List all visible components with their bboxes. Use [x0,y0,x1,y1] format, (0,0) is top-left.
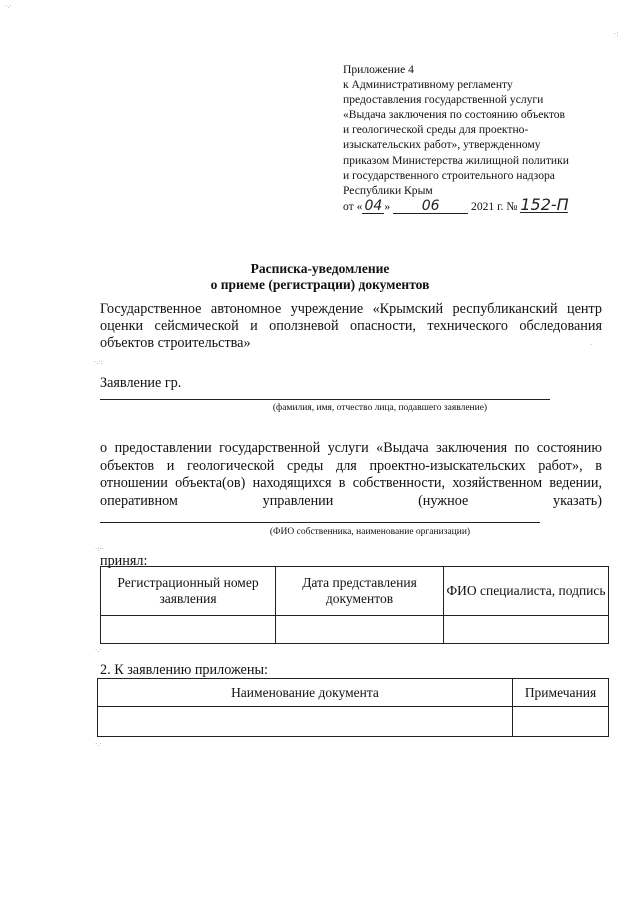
scan-speck: ·:·· [95,545,105,553]
header-specialist: ФИО специалиста, подпись [444,567,609,616]
document-subtitle: о приеме (регистрации) документов [210,277,430,292]
owner-line [100,522,540,523]
scan-speck: ·.· [95,646,102,654]
attachments-table [97,678,609,737]
applicant-caption: (фамилия, имя, отчество лица, подавшего заявление) [272,403,488,413]
appendix-line: приказом Министерства жилищной политики [343,153,569,167]
order-number-handwritten: 152-П [520,194,569,214]
organization-name: Государственное автономное учреждение «Крымский республиканский центр оценки сейсмической и оползневой опасности, технического обследования объектов строительства» [100,301,602,352]
scan-speck: · [590,341,593,349]
appendix-line: и государственного строительного надзора [343,168,555,182]
applicant-line [100,399,550,400]
appendix-line: предоставления государственной услуги [343,93,544,107]
date-prefix: от « [343,199,363,213]
service-text: о предоставлении государственной услуги «Выдача заключения по состоянию объектов и геологической среды для проектно-изыскательских работ», в отношении объекта(ов) находящихся в собственности, хозяйственном ведении, оперативном управлении (нужное указать) [100,440,602,509]
registration-table [100,566,609,644]
cell-notes[interactable] [513,707,609,737]
table-header-row [98,679,609,707]
scan-speck: ·: [614,30,619,38]
appendix-line: Республики Крым [343,183,433,197]
header-registration-number: Регистрационный номер заявления [101,567,276,616]
cell-document-name[interactable] [98,707,513,737]
appendix-line: к Административному регламенту [343,78,513,92]
cell-submission-date[interactable] [276,616,444,644]
document-title: Расписка-уведомление [250,261,390,276]
header-document-name: Наименование документа [98,679,513,707]
date-year: 2021 г. № [471,199,518,213]
cell-registration-number[interactable] [101,616,276,644]
order-date-line [343,194,633,214]
owner-caption: (ФИО собственника, наименование организации) [269,527,471,537]
cell-specialist[interactable] [444,616,609,644]
table-row [98,707,609,737]
date-month-handwritten: 06 [393,199,468,214]
header-submission-date: Дата представления документов [276,567,444,616]
scan-speck: ·.·: [94,358,104,366]
date-mid: » [384,199,391,213]
scan-speck: ·.· [5,2,12,10]
appendix-block [343,62,633,214]
date-day-handwritten: 04 [362,199,384,214]
appendix-line: Приложение 4 [343,63,414,76]
applicant-label: Заявление гр. [100,375,182,391]
table-row [101,616,609,644]
accepted-label: принял: [100,553,148,569]
attachments-label: 2. К заявлению приложены: [100,662,268,678]
appendix-line: «Выдача заключения по состоянию объектов [343,108,566,122]
appendix-line: изыскательских работ», утвержденному [343,138,541,152]
header-notes: Примечания [513,679,609,707]
table-header-row [101,567,609,616]
scan-speck: ·.· [95,740,102,748]
appendix-line: и геологической среды для проектно- [343,123,529,137]
